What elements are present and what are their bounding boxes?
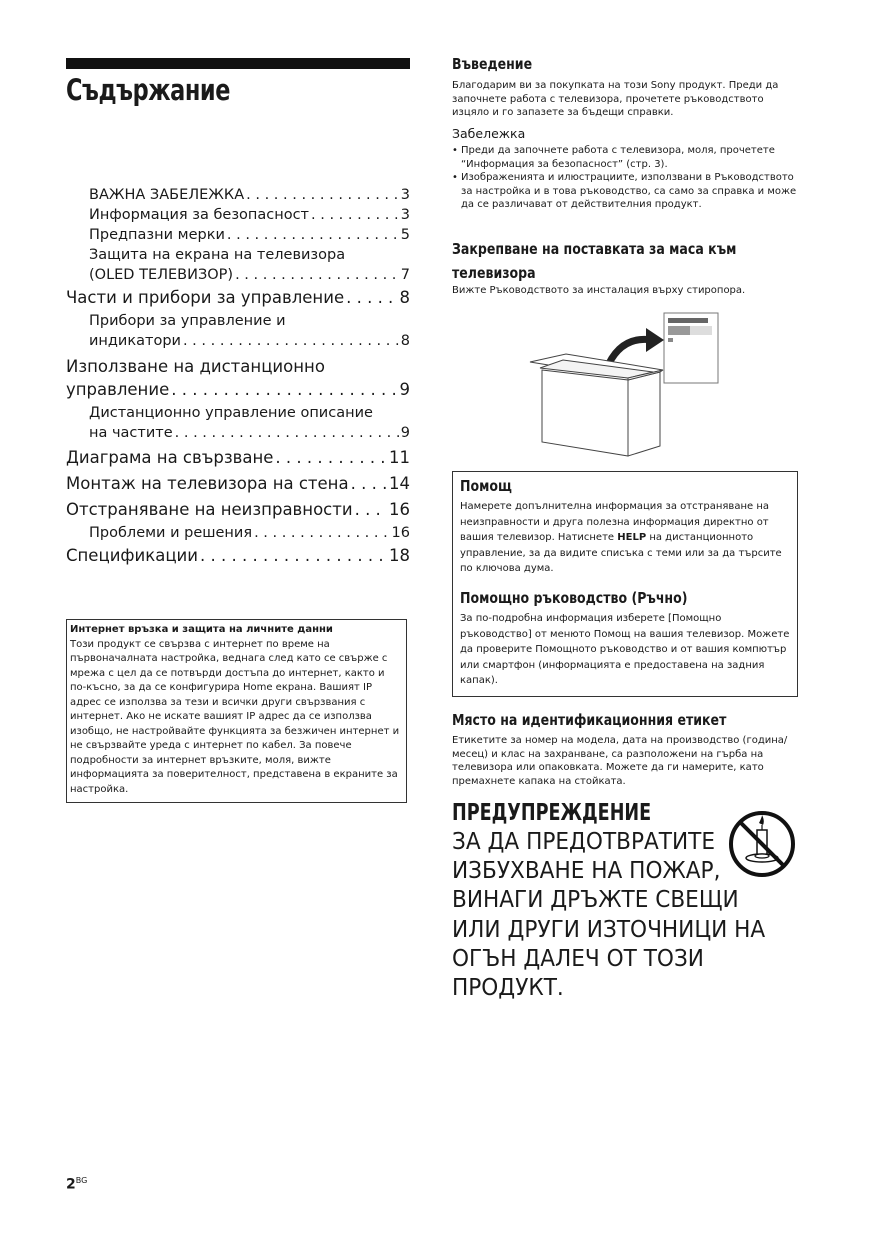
privacy-heading: Интернет връзка и защита на личните данни [70, 624, 333, 635]
toc-entry-label: Спецификации [66, 546, 198, 565]
toc-entry-page: 14 [389, 474, 410, 493]
note-heading: Забележка [452, 126, 526, 141]
intro-text: Благодарим ви за покупката на този Sony продукт. Преди да започнете работа с телевизора, прочетете ръководството изцяло и го запазете за бъдещи справки. [452, 80, 779, 118]
toc-entry-label: Монтаж на телевизора на стена [66, 474, 349, 493]
toc-entry[interactable] [66, 225, 410, 245]
toc-entry-label: управление [66, 380, 170, 399]
help-guide-heading: Помощно ръководство (Ръчно) [460, 589, 688, 607]
id-label-heading: Място на идентификационния етикет [452, 711, 727, 729]
no-candle-icon [727, 809, 797, 883]
toc-entry[interactable] [66, 497, 410, 523]
toc-entry[interactable] [66, 205, 410, 225]
toc-entry-page: 8 [399, 288, 410, 307]
toc-entry-page: 3 [400, 207, 410, 223]
toc-entry-page: 16 [391, 525, 410, 541]
toc-entry-label: Диаграма на свързване [66, 448, 274, 467]
toc-entry-label: Части и прибори за управление [66, 288, 345, 307]
toc-entry[interactable] [66, 331, 410, 351]
toc-title: Съдържание [66, 73, 231, 107]
intro-heading: Въведение [452, 55, 533, 73]
toc-entry-page: 7 [400, 267, 410, 283]
note-item: • Изображенията и илюстрациите, използвани в Ръководството за настройка и в това ръководство, са само за справка и може да се различават от действителния продукт. [452, 171, 802, 212]
toc-entry-label: Предпазни мерки [89, 227, 225, 243]
toc-entry-label-line1[interactable]: Защита на екрана на телевизора [89, 247, 346, 263]
warning-text: ЗА ДА ПРЕДОТВРАТИТЕ ИЗБУХВАНЕ НА ПОЖАР, ВИНАГИ ДРЪЖТЕ СВЕЩИ ИЛИ ДРУГИ ИЗТОЧНИЦИ НА ОГЪН ДАЛЕЧ ОТ ТОЗИ ПРОДУКТ. [452, 829, 766, 1002]
toc-entry-page: 9 [399, 380, 410, 399]
toc-entry-label: Отстраняване на неизправности [66, 500, 353, 519]
toc-entry-label-line1[interactable]: Дистанционно управление описание [89, 405, 373, 421]
toc-entry-page: 16 [389, 500, 410, 519]
stand-text: Вижте Ръководството за инсталация върху стиропора. [452, 285, 746, 296]
note-item: • Преди да започнете работа с телевизора, моля, прочетете “Информация за безопасност” (стр. 3). [452, 144, 802, 171]
privacy-notice-box [66, 619, 407, 803]
toc-entry-label-line1[interactable]: Използване на дистанционно [66, 357, 325, 376]
toc-entry-label: Проблеми и решения [89, 525, 253, 541]
toc-entry[interactable] [66, 523, 410, 543]
stand-heading: Закрепване на поставката за маса към телевизора [452, 240, 737, 282]
toc-entry-label: Информация за безопасност [89, 207, 310, 223]
toc-entry-label: индикатори [89, 333, 181, 349]
id-label-text: Етикетите за номер на модела, дата на производство (година/месец) и клас на захранване, са разположени на гърба на телевизора или опаковката. Можете да ги намерите, като премахнете капака на стойката. [452, 735, 788, 787]
help-guide-text: За по-подробна информация изберете [Помощно ръководство] от менюто Помощ на вашия телевизор. Можете да проверите Помощното ръководство и от вашия компютър или смартфон (информацията е предоставена на задния капак). [460, 613, 790, 686]
toc-entry-page: 8 [400, 333, 410, 349]
privacy-text: Този продукт се свързва с интернет по време на първоначалната настройка, веднага след като се свърже с мрежа с цел да се потвърди достъпа до интернет, както и по-късно, за да се конфигурира Home екрана. Вашият IP адрес се използва за тези и всички други свързвания с интернет. Ако не искате вашият IP адрес да се използва изобщо, не настройвайте функцията за безжичен интернет и не свързвайте уреда с интернет по кабел. За повече подробности за интернет връзките, моля, вижте информацията за поверителност, представена в екраните за настройка. [70, 638, 400, 795]
toc-entry-label: ВАЖНА ЗАБЕЛЕЖКА [89, 187, 245, 203]
toc-entry-page: 9 [400, 425, 410, 441]
note-list [452, 144, 802, 212]
toc-entry-label: на частите [89, 425, 173, 441]
toc-entry[interactable] [66, 379, 410, 401]
warning-heading: ПРЕДУПРЕЖДЕНИЕ [452, 800, 652, 826]
header-rule [66, 58, 410, 69]
help-key: HELP [617, 532, 647, 543]
page-number: $2^{BG}$ [66, 1176, 88, 1193]
toc-entry[interactable] [66, 185, 410, 205]
packing-box-illustration [528, 310, 728, 464]
help-text: Намерете допълнителна информация за отстраняване на неизправности и друга полезна информация директно от вашия телевизор. Натиснете HELP на дистанционното управление, за да видите списъка с теми или за да търсите по ключова дума. [460, 501, 782, 574]
toc-entry[interactable] [66, 285, 410, 311]
toc-entry-page: 18 [389, 546, 410, 565]
toc-entry[interactable] [66, 265, 410, 285]
toc-entry-page: 11 [389, 448, 410, 467]
help-heading: Помощ [460, 477, 512, 495]
language-code: BG [75, 1176, 88, 1185]
toc-entry-page: 5 [400, 227, 410, 243]
toc-entry[interactable] [66, 471, 410, 497]
toc-entry[interactable] [66, 445, 410, 471]
toc-entry-label-line1[interactable]: Прибори за управление и [89, 313, 286, 329]
toc-entry-page: 3 [400, 187, 410, 203]
toc-entry-label: (OLED ТЕЛЕВИЗОР) [89, 267, 234, 283]
table-of-contents [66, 185, 410, 569]
toc-entry[interactable] [66, 423, 410, 443]
toc-entry[interactable] [66, 543, 410, 569]
